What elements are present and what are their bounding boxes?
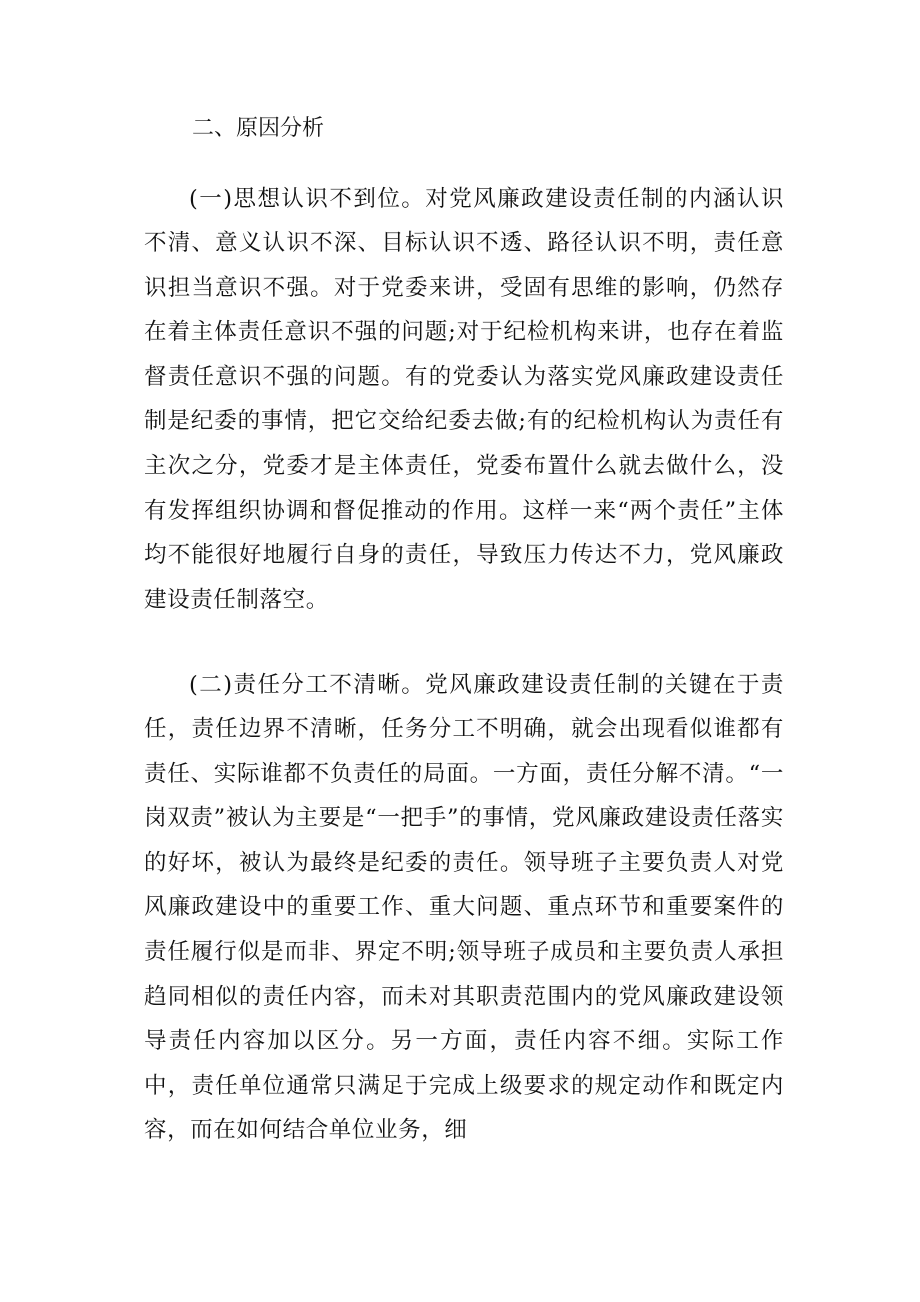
section-heading: 二、原因分析: [192, 116, 325, 141]
paragraph-ideological-awareness: (一)思想认识不到位。对党风廉政建设责任制的内涵认识不清、意义认识不深、目标认识不透、路径认识不明，责任意识担当意识不强。对于党委来讲，受固有思维的影响，仍然存在着主体责任意识不强的问题;对于纪检机构来讲，也存在着监督责任意识不强的问题。有的党委认为落实党风廉政建设责任制是纪委的事情，把它交给纪委去做;有的纪检机构认为责任有主次之分，党委才是主体责任，党委布置什么就去做什么，没有发挥组织协调和督促推动的作用。这样一来“两个责任”主体均不能很好地履行自身的责任，导致压力传达不力，党风廉政建设责任制落空。: [144, 185, 784, 613]
paragraph-responsibility-division: (二)责任分工不清晰。党风廉政建设责任制的关键在于责任，责任边界不清晰，任务分工不明确，就会出现看似谁都有责任、实际谁都不负责任的局面。一方面，责任分解不清。“一岗双责”被认为主要是“一把手”的事情，党风廉政建设责任落实的好坏，被认为最终是纪委的责任。领导班子主要负责人对党风廉政建设中的重要工作、重大问题、重点环节和重要案件的责任履行似是而非、界定不明;领导班子成员和主要负责人承担趋同相似的责任内容，而未对其职责范围内的党风廉政建设领导责任内容加以区分。另一方面，责任内容不细。实际工作中，责任单位通常只满足于完成上级要求的规定动作和既定内容，而在如何结合单位业务，细: [144, 671, 784, 1144]
